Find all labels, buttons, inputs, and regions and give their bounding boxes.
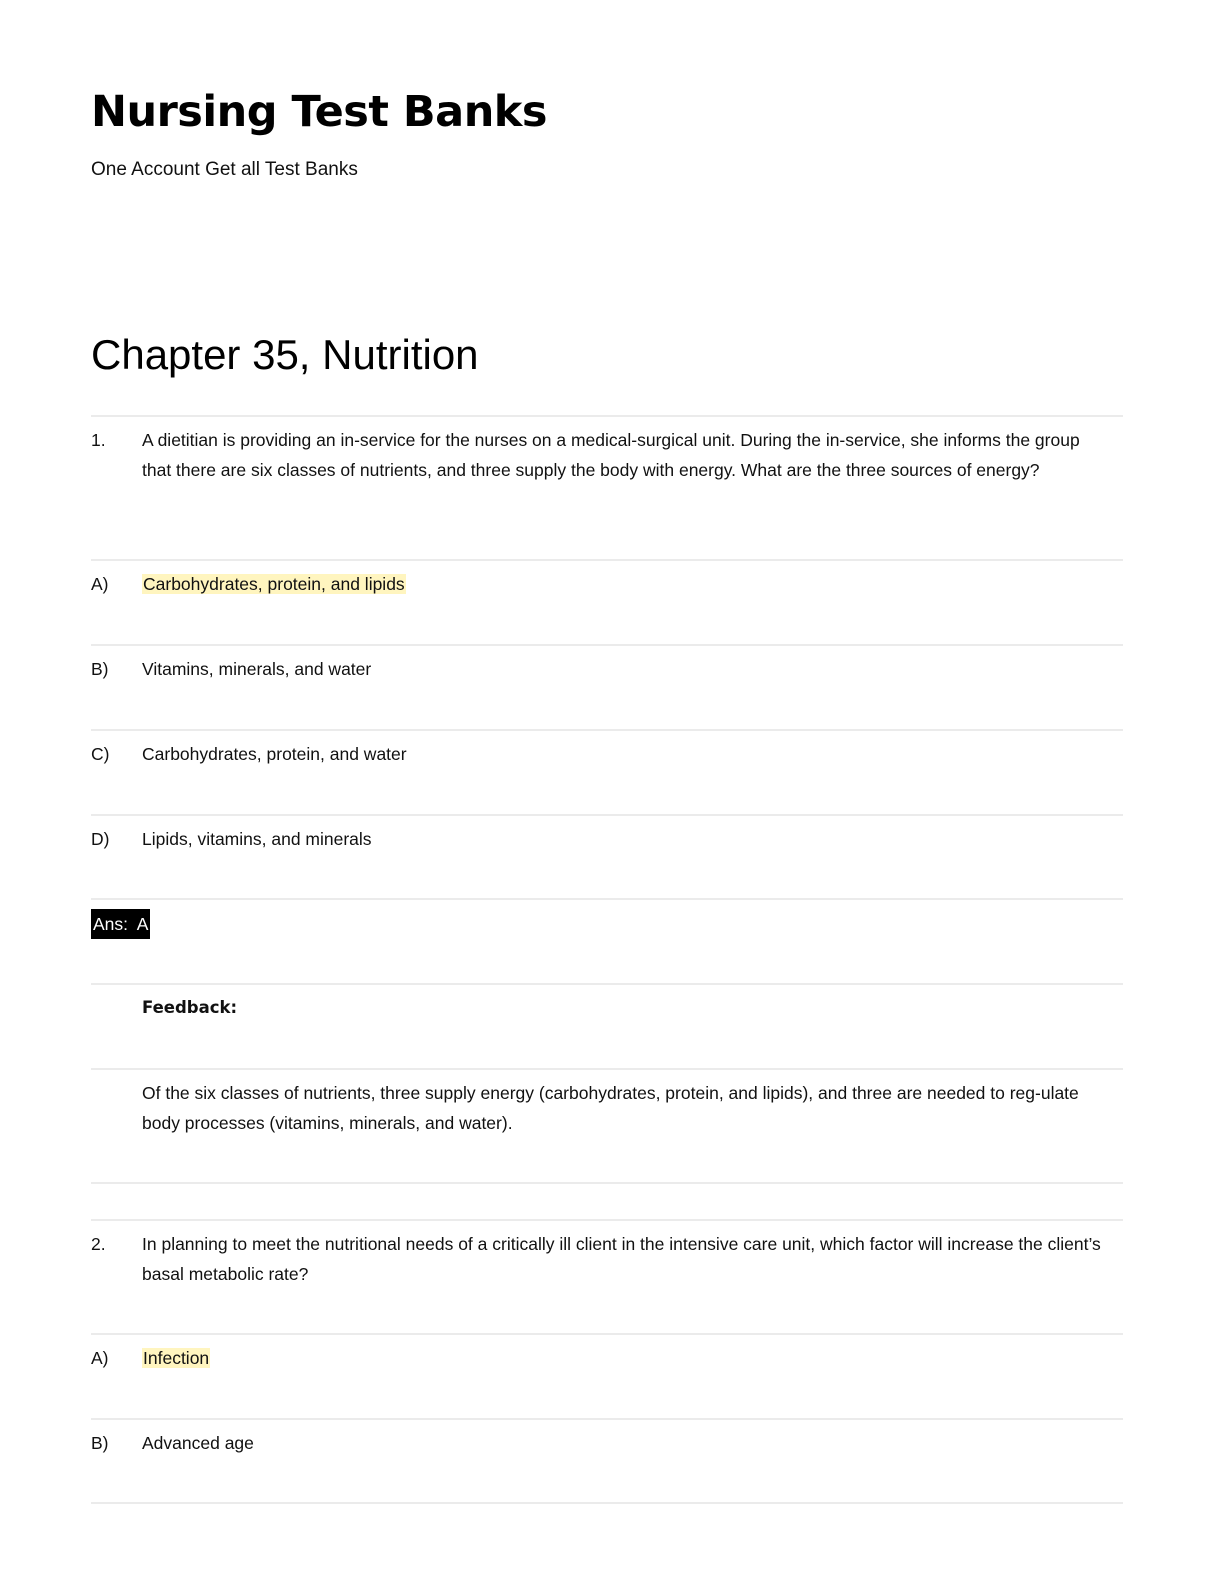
option-text: Carbohydrates, protein, and water <box>142 744 407 764</box>
divider <box>91 1068 1123 1070</box>
option-text: Advanced age <box>142 1433 254 1453</box>
divider <box>91 1333 1123 1335</box>
divider <box>91 1219 1123 1221</box>
site-tagline: One Account Get all Test Banks <box>91 159 358 180</box>
divider <box>91 729 1123 731</box>
divider <box>91 1502 1123 1504</box>
option-letter: B) <box>91 659 109 679</box>
option-letter: A) <box>91 1348 109 1368</box>
option-letter: D) <box>91 829 110 849</box>
option-letter: B) <box>91 1433 109 1453</box>
divider <box>91 1418 1123 1420</box>
question-text: In planning to meet the nutritional needs of a critically ill client in the intensive care unit, which factor will increase the client’s basal metabolic rate? <box>142 1234 1101 1284</box>
question-number: 2. <box>91 1234 106 1254</box>
question-text: A dietitian is providing an in-service for the nurses on a medical-surgical unit. During the in-service, she informs the group that there are six classes of nutrients, and three supply the body with energy. What are the three sources of energy? <box>142 430 1080 480</box>
feedback-text: Of the six classes of nutrients, three supply energy (carbohydrates, protein, and lipids), and three are needed to reg-ulate body processes (vitamins, minerals, and water). <box>142 1083 1079 1133</box>
chapter-title: Chapter 35, Nutrition <box>91 331 479 378</box>
answer-badge: Ans: A <box>91 909 150 939</box>
divider <box>91 644 1123 646</box>
option-text-highlighted: Infection <box>143 1348 210 1368</box>
option-letter: A) <box>91 574 109 594</box>
divider <box>91 559 1123 561</box>
feedback-label: Feedback: <box>142 998 238 1017</box>
divider <box>91 898 1123 900</box>
divider <box>91 814 1123 816</box>
option-letter: C) <box>91 744 110 764</box>
option-text: Lipids, vitamins, and minerals <box>142 829 372 849</box>
divider <box>91 983 1123 985</box>
site-title: Nursing Test Banks <box>91 87 548 137</box>
divider <box>91 1182 1123 1184</box>
question-number: 1. <box>91 430 106 450</box>
option-text-highlighted: Carbohydrates, protein, and lipids <box>143 574 405 594</box>
divider <box>91 415 1123 417</box>
option-text: Vitamins, minerals, and water <box>142 659 372 679</box>
